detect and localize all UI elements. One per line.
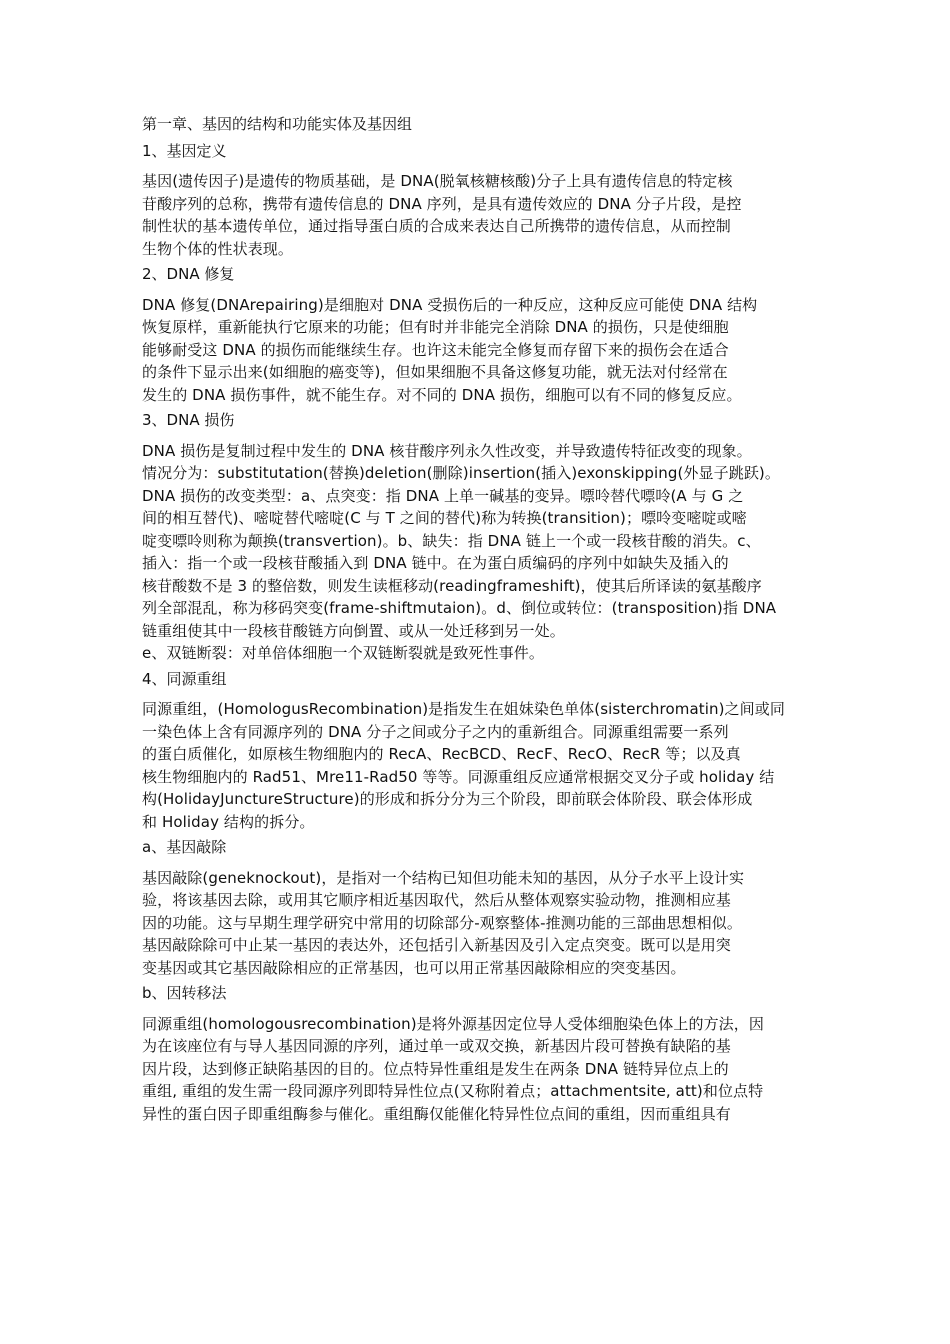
paragraph-line: DNA 损伤是复制过程中发生的 DNA 核苷酸序列永久性改变，并导致遗传特征改变的现象。 [142, 441, 752, 460]
paragraph-line: DNA 损伤的改变类型：a、点突变：指 DNA 上单一碱基的变异。嘌呤替代嘌呤(A 与 G 之 [142, 486, 744, 505]
paragraph-line: 因的功能。这与早期生理学研究中常用的切除部分-观察整体-推测功能的三部曲思想相似。 [142, 913, 742, 932]
paragraph-line: 的条件下显示出来(如细胞的癌变等)，但如果细胞不具备这修复功能，就无法对付经常在 [142, 363, 728, 381]
section-heading: 4、同源重组 [142, 669, 227, 688]
paragraph-line: 重组, 重组的发生需一段同源序列即特异性位点(又称附着点；attachmentsite, att)和位点特 [142, 1082, 764, 1100]
section-gene-knockout [142, 836, 810, 982]
section-dna-damage [142, 409, 810, 668]
paragraph-line: 基因(遗传因子)是遗传的物质基础，是 DNA(脱氧核糖核酸)分子上具有遗传信息的特定核 [142, 172, 733, 190]
paragraph-line: e、双链断裂：对单倍体细胞一个双链断裂就是致死性事件。 [142, 644, 544, 662]
paragraph-line: 列全部混乱，称为移码突变(frame-shiftmutaion)。d、倒位或转位：(transposition)指 DNA [142, 599, 777, 617]
paragraph-line: 同源重组，(HomologusRecombination)是指发生在姐妹染色单体(sisterchromatin)之间或同 [142, 700, 785, 718]
section-heading: 3、DNA 损伤 [142, 411, 235, 429]
paragraph-line: DNA 修复(DNArepairing)是细胞对 DNA 受损伤后的一种反应，这种反应可能使 DNA 结构 [142, 295, 758, 314]
paragraph-line: 构(HolidayJunctureStructure)的形成和拆分分为三个阶段，即前联会体阶段、联会体形成 [142, 790, 753, 808]
paragraph-line: 啶变嘌呤则称为颠换(transvertion)。b、缺失：指 DNA 链上一个或一段核苷酸的消失。c、 [142, 531, 761, 550]
paragraph-line: 核苷酸数不是 3 的整倍数，则发生读框移动(readingframeshift)，使其后所译读的氨基酸序 [142, 576, 762, 595]
paragraph-line: 恢复原样，重新能执行它原来的功能；但有时并非能完全消除 DNA 的损伤，只是使细胞 [142, 318, 729, 336]
document-page [142, 113, 810, 1125]
chapter-title: 第一章、基因的结构和功能实体及基因组 [142, 115, 413, 133]
section-gene-definition [142, 140, 810, 264]
paragraph-line: 基因敲除除可中止某一基因的表达外，还包括引入新基因及引入定点突变。既可以是用突 [142, 936, 731, 954]
section-heading: 2、DNA 修复 [142, 265, 235, 283]
paragraph-line: 间的相互替代)、嘧啶替代嘧啶(C 与 T 之间的替代)称为转换(transition)；嘌呤变嘧啶或嘧 [142, 509, 747, 527]
paragraph-line: 发生的 DNA 损伤事件，就不能生存。对不同的 DNA 损伤，细胞可以有不同的修复反应。 [142, 385, 742, 404]
paragraph-line: 因片段，达到修正缺陷基因的目的。位点特异性重组是发生在两条 DNA 链特异位点上的 [142, 1059, 729, 1078]
paragraph-line: 为在该座位有与导人基因同源的序列，通过单一或双交换，新基因片段可替换有缺陷的基 [142, 1037, 731, 1055]
paragraph-line: 制性状的基本遗传单位，通过指导蛋白质的合成来表达自己所携带的遗传信息，从而控制 [142, 217, 731, 235]
section-heading: 1、基因定义 [142, 141, 227, 160]
paragraph-line: 能够耐受这 DNA 的损伤而能继续生存。也许这未能完全修复而存留下来的损伤会在适合 [142, 340, 729, 359]
section-dna-repair [142, 263, 810, 409]
paragraph-line: 变基因或其它基因敲除相应的正常基因，也可以用正常基因敲除相应的突变基因。 [142, 958, 686, 977]
paragraph-line: 和 Holiday 结构的拆分。 [142, 812, 315, 831]
paragraph-line: 验，将该基因去除，或用其它顺序相近基因取代，然后从整体观察实验动物，推测相应基 [142, 891, 731, 909]
section-homologous-recombination [142, 668, 810, 837]
section-gene-transfer [142, 982, 810, 1125]
section-heading: b、因转移法 [142, 984, 227, 1002]
paragraph-line: 核生物细胞内的 Rad51、Mre11-Rad50 等等。同源重组反应通常根据交叉分子或 holiday 结 [142, 767, 775, 786]
paragraph-line: 苷酸序列的总称，携带有遗传信息的 DNA 序列，是具有遗传效应的 DNA 分子片段，是控 [142, 194, 742, 213]
paragraph-line: 基因敲除(geneknockout)，是指对一个结构已知但功能未知的基因，从分子水平上设计实 [142, 868, 745, 887]
paragraph-line: 插入：指一个或一段核苷酸插入到 DNA 链中。在为蛋白质编码的序列中如缺失及插入的 [142, 554, 729, 572]
paragraph-line: 异性的蛋白因子即重组酶参与催化。重组酶仅能催化特异性位点间的重组，因而重组具有 [142, 1104, 731, 1123]
paragraph-line: 生物个体的性状表现。 [142, 239, 294, 258]
paragraph-line: 一染色体上含有同源序列的 DNA 分子之间或分子之内的重新组合。同源重组需要一系列 [142, 722, 729, 741]
paragraph-line: 同源重组(homologousrecombination)是将外源基因定位导人受体细胞染色体上的方法，因 [142, 1014, 764, 1033]
paragraph-line: 的蛋白质催化，如原核生物细胞内的 RecA、RecBCD、RecF、RecO、RecR 等；以及真 [142, 745, 741, 763]
paragraph-line: 链重组使其中一段核苷酸链方向倒置、或从一处迁移到另一处。 [142, 621, 565, 640]
paragraph-line: 情况分为：substitutation(替换)deletion(删除)insertion(插入)exonskipping(外显子跳跃)。 [142, 464, 780, 482]
section-heading: a、基因敲除 [142, 838, 227, 856]
